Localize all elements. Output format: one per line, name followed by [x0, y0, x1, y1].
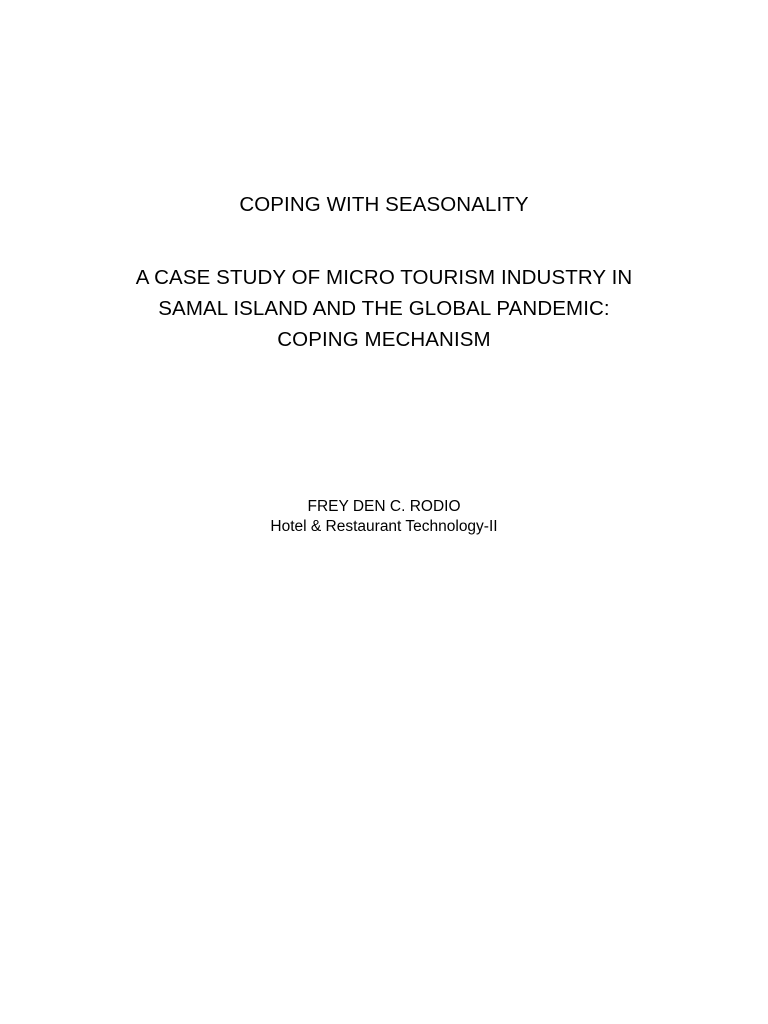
subtitle-line: SAMAL ISLAND AND THE GLOBAL PANDEMIC:: [158, 297, 610, 320]
author-name: FREY DEN C. RODIO: [307, 498, 461, 515]
subtitle-line: A CASE STUDY OF MICRO TOURISM INDUSTRY IN: [135, 266, 633, 289]
document-title: COPING WITH SEASONALITY: [239, 193, 529, 216]
document-subtitle: [0, 262, 768, 355]
subtitle-line: COPING MECHANISM: [277, 328, 491, 351]
author-block: [0, 497, 768, 537]
author-program: Hotel & Restaurant Technology-II: [270, 518, 498, 535]
